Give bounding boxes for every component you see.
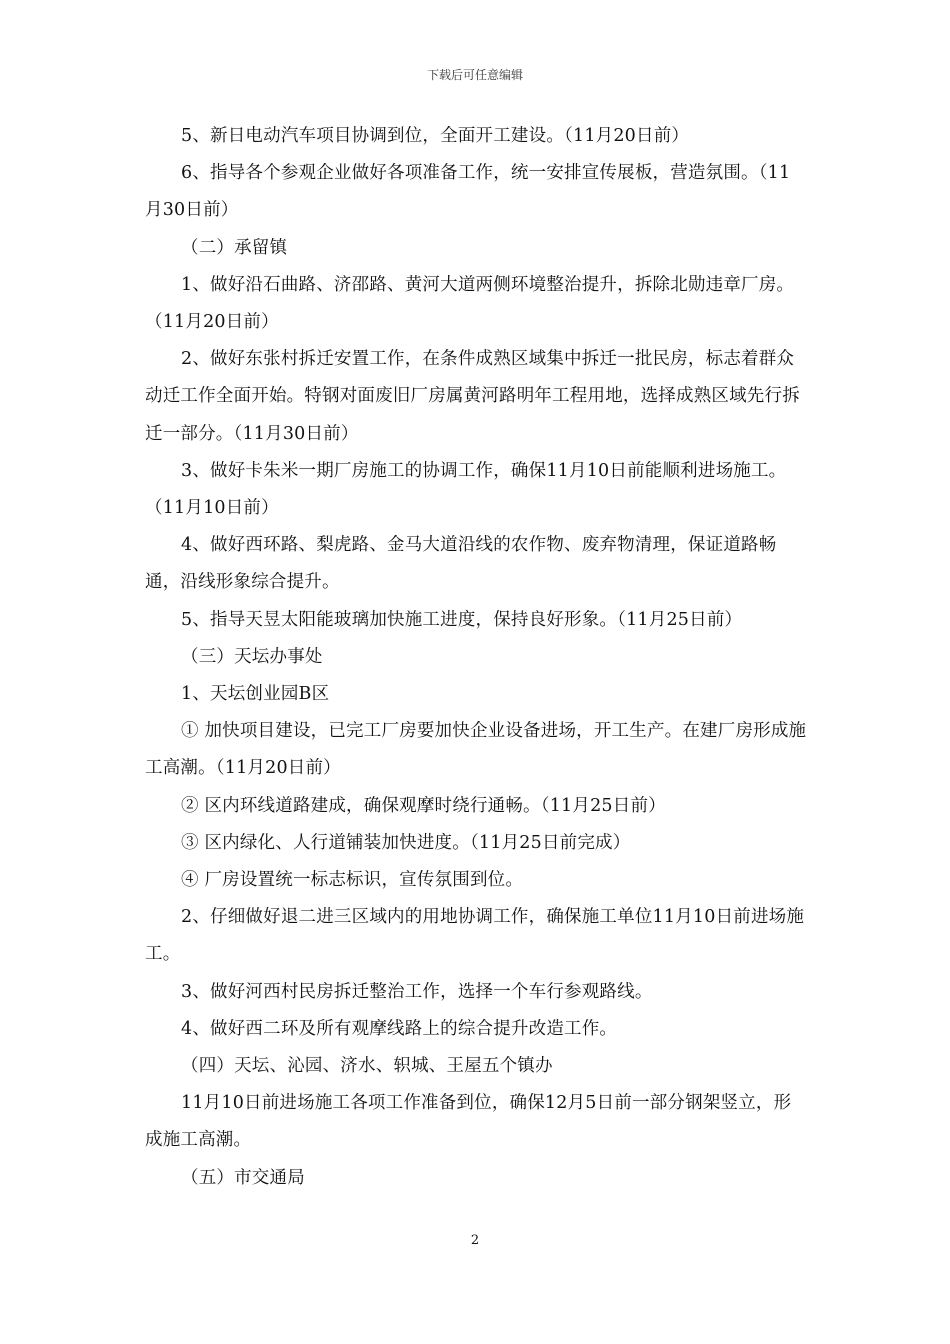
paragraph: ② 区内环线道路建成，确保观摩时绕行通畅。（11月25日前） — [181, 795, 666, 816]
page-header: 下载后可任意编辑 — [426, 68, 523, 82]
section-heading: （四）天坛、沁园、济水、轵城、王屋五个镇办 — [181, 1056, 553, 1077]
paragraph: 4、做好西环路、梨虎路、金马大道沿线的农作物、废弃物清理，保证道路畅通，沿线形象综合提升。 — [145, 535, 777, 593]
paragraph: 5、新日电动汽车项目协调到位，全面开工建设。（11月20日前） — [181, 126, 690, 146]
paragraph: ③ 区内绿化、人行道铺装加快进度。（11月25日前完成） — [181, 832, 631, 853]
paragraph: 2、做好东张村拆迁安置工作，在条件成熟区域集中拆迁一批民房，标志着群众动迁工作全面开始。特钢对面废旧厂房属黄河路明年工程用地，选择成熟区域先行拆迁一部分。（11月30日前） — [145, 349, 800, 444]
paragraph: 3、做好河西村民房拆迁整治工作，选择一个车行参观路线。 — [181, 981, 653, 1002]
page-number: 2 — [470, 1233, 480, 1248]
paragraph: 1、做好沿石曲路、济邵路、黄河大道两侧环境整治提升，拆除北勋违章厂房。（11月20日前） — [145, 274, 795, 333]
paragraph: ④ 厂房设置统一标志标识，宣传氛围到位。 — [181, 870, 524, 891]
paragraph: 6、指导各个参观企业做好各项准备工作，统一安排宣传展板，营造氛围。（11月30日前） — [145, 163, 791, 221]
section-heading: （三）天坛办事处 — [181, 646, 323, 667]
paragraph: ① 加快项目建设，已完工厂房要加快企业设备进场，开工生产。在建厂房形成施工高潮。（11月20日前） — [145, 721, 807, 779]
paragraph: 3、做好卡朱米一期厂房施工的协调工作，确保11月10日前能顺利进场施工。（11月10日前） — [145, 460, 787, 519]
section-heading: （五）市交通局 — [181, 1167, 305, 1188]
paragraph: 11月10日前进场施工各项工作准备到位，确保12月5日前一部分钢架竖立，形成施工高潮。 — [145, 1093, 792, 1151]
paragraph: 2、仔细做好退二进三区域内的用地协调工作，确保施工单位11月10日前进场施工。 — [145, 907, 805, 965]
paragraph: 1、天坛创业园B区 — [181, 684, 330, 705]
document-body — [145, 118, 807, 1197]
paragraph: 5、指导天昱太阳能玻璃加快施工进度，保持良好形象。（11月25日前） — [181, 609, 743, 630]
section-heading: （二）承留镇 — [181, 237, 288, 258]
paragraph: 4、做好西二环及所有观摩线路上的综合提升改造工作。 — [181, 1018, 618, 1039]
